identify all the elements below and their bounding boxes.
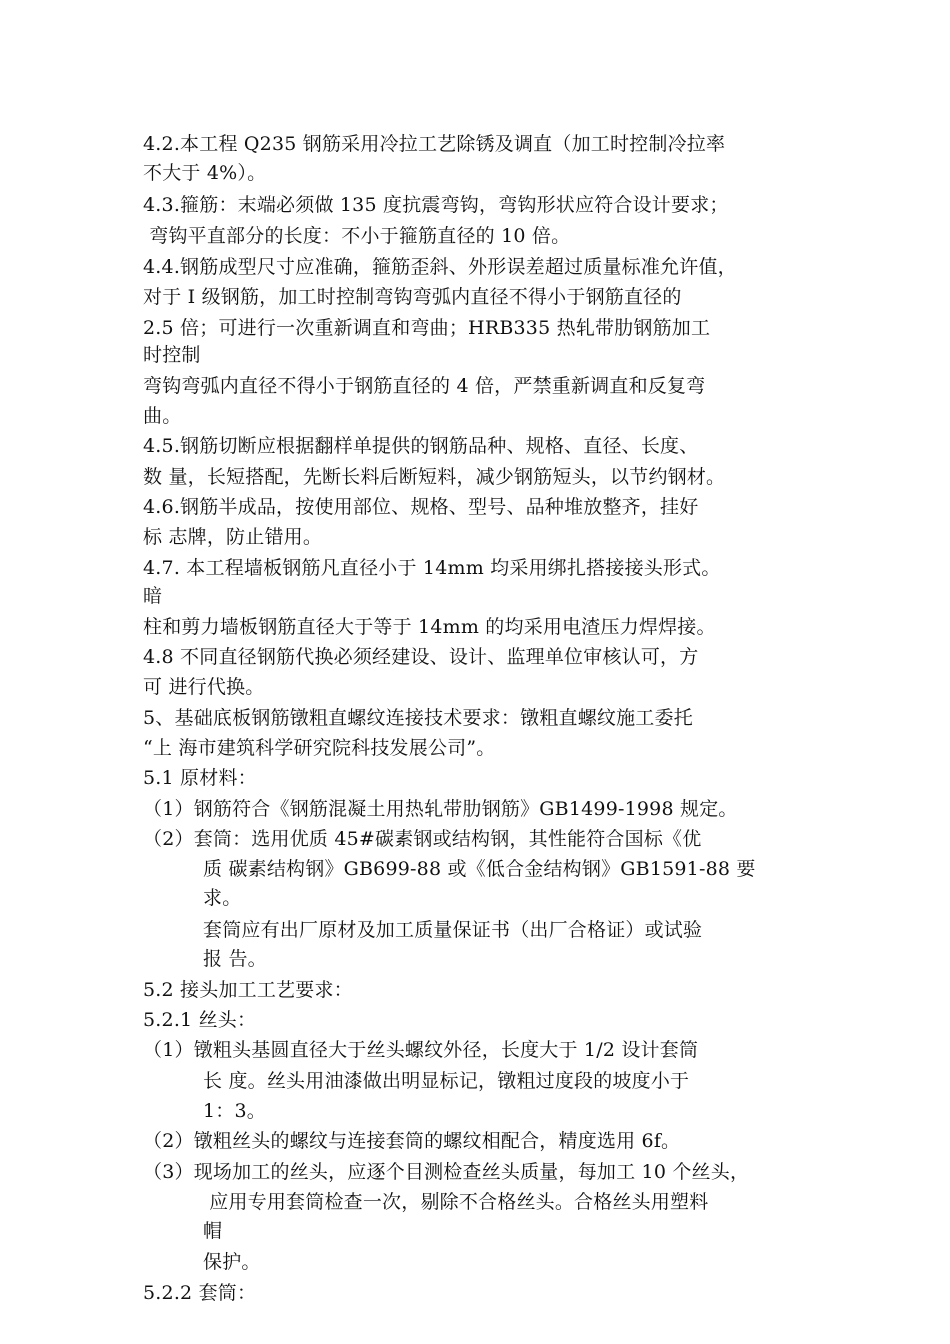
text-line: “上 海市建筑科学研究院科技发展公司”。 <box>143 737 496 759</box>
text-line: （3）现场加工的丝头，应逐个目测检查丝头质量，每加工 10 个丝头， <box>143 1161 750 1183</box>
text-line: 5.2.1 丝头： <box>143 1009 257 1031</box>
text-line: 4.8 不同直径钢筋代换必须经建设、设计、监理单位审核认可，方 <box>143 646 699 668</box>
text-line: 2.5 倍；可进行一次重新调直和弯曲；HRB335 热轧带肋钢筋加工 <box>143 317 711 339</box>
text-line: 柱和剪力墙板钢筋直径大于等于 14mm 的均采用电渣压力焊焊接。 <box>143 616 716 638</box>
text-line: 帽 <box>203 1220 223 1242</box>
text-line: 5、基础底板钢筋镦粗直螺纹连接技术要求：镦粗直螺纹施工委托 <box>143 707 693 729</box>
text-line: 曲。 <box>143 405 182 427</box>
text-line: 可 进行代换。 <box>143 676 265 698</box>
text-line: 保护。 <box>203 1251 261 1273</box>
text-line: 暗 <box>143 585 163 607</box>
text-line: 长 度。丝头用油漆做出明显标记，镦粗过度段的坡度小于 <box>203 1070 690 1092</box>
text-line: 5.1 原材料： <box>143 767 257 789</box>
text-line: 4.2.本工程 Q235 钢筋采用冷拉工艺除锈及调直（加工时控制冷拉率 <box>143 133 726 155</box>
text-line: （2）镦粗丝头的螺纹与连接套筒的螺纹相配合，精度选用 6f。 <box>143 1130 681 1152</box>
text-line: 4.7. 本工程墙板钢筋凡直径小于 14mm 均采用绑扎搭接接头形式。 <box>143 557 721 579</box>
text-line: （1）镦粗头基圆直径大于丝头螺纹外径，长度大于 1/2 设计套筒 <box>143 1039 699 1061</box>
text-line: 弯钩弯弧内直径不得小于钢筋直径的 4 倍，严禁重新调直和反复弯 <box>143 375 706 397</box>
text-line: 4.4.钢筋成型尺寸应准确，箍筋歪斜、外形误差超过质量标准允许值， <box>143 256 737 278</box>
text-line: 求。 <box>203 887 242 909</box>
text-line: 弯钩平直部分的长度：不小于箍筋直径的 10 倍。 <box>143 225 571 247</box>
text-line: 不大于 4%）。 <box>143 162 267 184</box>
text-line: 4.3.箍筋：末端必须做 135 度抗震弯钩，弯钩形状应符合设计要求； <box>143 194 729 216</box>
text-line: 5.2.2 套筒： <box>143 1282 257 1304</box>
text-line: 4.5.钢筋切断应根据翻样单提供的钢筋品种、规格、直径、长度、 <box>143 435 699 457</box>
text-line: 5.2 接头加工工艺要求： <box>143 979 353 1001</box>
text-line: 套筒应有出厂原材及加工质量保证书（出厂合格证）或试验 <box>203 919 703 941</box>
text-line: （1）钢筋符合《钢筋混凝土用热轧带肋钢筋》GB1499-1998 规定。 <box>143 798 738 820</box>
text-line: 1：3。 <box>203 1100 266 1122</box>
text-line: 质 碳素结构钢》GB699-88 或《低合金结构钢》GB1591-88 要 <box>203 858 756 880</box>
text-line: 对于 I 级钢筋，加工时控制弯钩弯弧内直径不得小于钢筋直径的 <box>143 286 682 308</box>
text-line: 标 志牌，防止错用。 <box>143 526 323 548</box>
text-line: 时控制 <box>143 344 201 366</box>
text-line: 应用专用套筒检查一次，剔除不合格丝头。合格丝头用塑料 <box>203 1191 709 1213</box>
text-line: 报 告。 <box>203 948 267 970</box>
text-line: （2）套筒：选用优质 45#碳素钢或结构钢，其性能符合国标《优 <box>143 828 702 850</box>
text-line: 4.6.钢筋半成品，按使用部位、规格、型号、品种堆放整齐，挂好 <box>143 496 699 518</box>
text-line: 数 量，长短搭配，先断长料后断短料，减少钢筋短头，以节约钢材。 <box>143 466 726 488</box>
